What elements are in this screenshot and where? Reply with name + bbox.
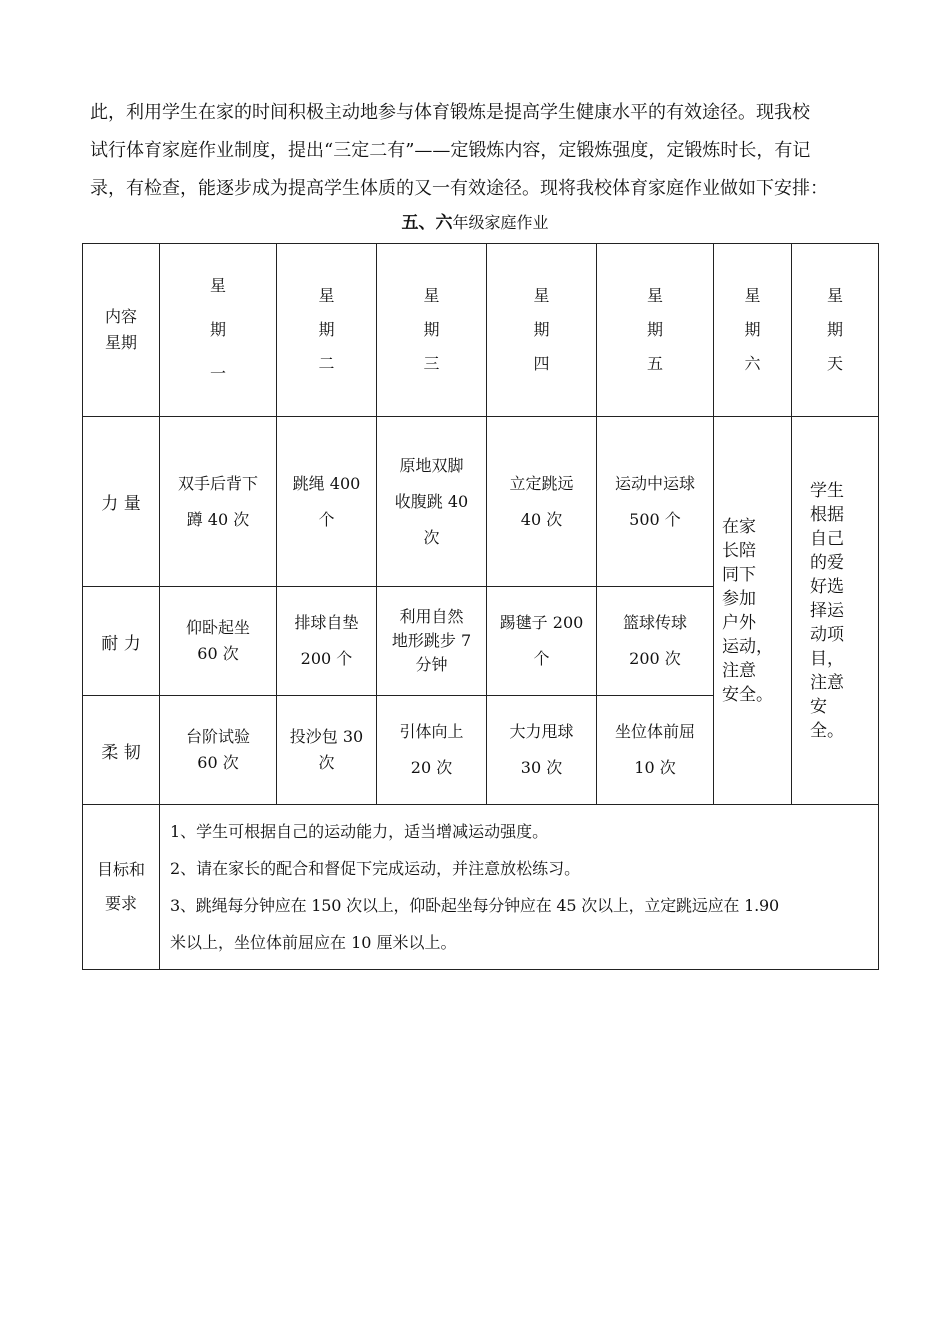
cell-line: 个 — [533, 649, 550, 668]
day-header-wed — [377, 244, 487, 417]
day-char: 期 — [533, 320, 550, 339]
day-char: 期 — [423, 320, 440, 339]
exercise-cell — [487, 417, 597, 587]
day-char: 期 — [744, 320, 761, 339]
cell-line: 200 次 — [629, 649, 681, 668]
day-char: 期 — [826, 320, 843, 339]
label-line: 目标和 — [96, 860, 145, 879]
cell-line: 注意 — [722, 660, 756, 681]
exercise-cell — [487, 696, 597, 805]
cell-line: 原地双脚 — [399, 455, 464, 475]
cell-line: 60 次 — [197, 753, 239, 772]
day-header-mon — [160, 244, 277, 417]
cell-line: 注意 — [810, 672, 844, 693]
cell-line: 10 次 — [634, 758, 676, 777]
requirement-item: 米以上，坐位体前屈应在 10 厘米以上。 — [170, 933, 457, 952]
requirements-row — [83, 805, 879, 970]
day-header-sun — [792, 244, 879, 417]
cell-line: 学生 — [810, 480, 844, 501]
title-rest: 年级家庭作业 — [452, 213, 549, 232]
cell-line: 参加 — [722, 588, 756, 609]
homework-table — [82, 243, 879, 970]
label-line: 要求 — [104, 894, 137, 913]
day-char: 五 — [646, 354, 663, 373]
cell-line: 目， — [810, 648, 844, 669]
cell-line: 次 — [423, 527, 440, 547]
cell-line: 动项 — [810, 624, 844, 645]
exercise-cell — [377, 417, 487, 587]
cell-line: 自己 — [810, 528, 844, 549]
cell-line: 个 — [318, 509, 335, 529]
day-header-thu — [487, 244, 597, 417]
strength-row — [83, 417, 879, 587]
intro-paragraph — [90, 94, 870, 208]
exercise-cell — [277, 696, 377, 805]
day-header-tue — [277, 244, 377, 417]
day-char: 星 — [744, 286, 761, 305]
day-char: 期 — [209, 320, 226, 339]
cell-line: 分钟 — [415, 655, 448, 674]
cell-line: 在家 — [722, 516, 756, 537]
day-char: 期 — [318, 320, 335, 339]
cell-line: 好选 — [810, 576, 844, 597]
day-header-sat — [714, 244, 792, 417]
cell-line: 双手后背下 — [177, 473, 258, 493]
day-char: 星 — [533, 286, 550, 305]
day-char: 二 — [318, 354, 335, 373]
cell-line: 蹲 40 次 — [186, 509, 250, 529]
cell-line: 户外 — [722, 612, 756, 633]
exercise-cell — [160, 417, 277, 587]
exercise-cell — [377, 587, 487, 696]
cell-line: 根据 — [810, 504, 844, 525]
cell-line: 60 次 — [197, 644, 239, 663]
cell-line: 安全。 — [810, 696, 844, 741]
corner-label: 内容 — [104, 307, 137, 326]
cell-line: 收腹跳 40 — [394, 491, 469, 511]
day-char: 星 — [318, 286, 335, 305]
exercise-cell — [487, 587, 597, 696]
corner-cell — [83, 244, 160, 417]
exercise-cell — [597, 587, 714, 696]
cell-line: 利用自然 — [399, 607, 464, 626]
cell-line: 篮球传球 — [622, 613, 687, 632]
cell-line: 坐位体前屈 — [614, 722, 695, 741]
day-char: 星 — [423, 286, 440, 305]
requirement-item: 1、学生可根据自己的运动能力，适当增减运动强度。 — [170, 822, 549, 841]
corner-label: 星期 — [104, 333, 137, 352]
day-char: 星 — [209, 276, 226, 295]
row-label-endurance: 耐 力 — [83, 587, 160, 696]
requirement-item: 2、请在家长的配合和督促下完成运动，并注意放松练习。 — [170, 859, 581, 878]
cell-line: 排球自垫 — [294, 613, 359, 632]
saturday-cell — [714, 417, 792, 805]
cell-line: 仰卧起坐 — [185, 618, 250, 637]
row-label-flexibility: 柔 韧 — [83, 696, 160, 805]
requirements-text — [160, 805, 879, 970]
exercise-cell — [277, 587, 377, 696]
cell-line: 200 个 — [300, 649, 353, 668]
cell-line: 跳绳 400 — [292, 473, 361, 493]
cell-line: 同下 — [722, 564, 756, 585]
day-char: 一 — [209, 364, 226, 383]
day-char: 三 — [423, 354, 440, 373]
paragraph-line: 此，利用学生在家的时间积极主动地参与体育锻炼是提高学生健康水平的有效途径。现我校 — [90, 102, 810, 123]
exercise-cell — [597, 696, 714, 805]
exercise-cell — [377, 696, 487, 805]
cell-line: 引体向上 — [399, 722, 464, 741]
day-char: 星 — [826, 286, 843, 305]
cell-line: 运动中运球 — [614, 473, 695, 493]
cell-line: 台阶试验 — [185, 727, 250, 746]
cell-line: 的爱 — [810, 552, 844, 573]
cell-line: 运动， — [722, 636, 773, 657]
cell-line: 地形跳步 7 — [391, 631, 472, 650]
exercise-cell — [160, 587, 277, 696]
requirement-item: 3、跳绳每分钟应在 150 次以上，仰卧起坐每分钟应在 45 次以上，立定跳远应在 1.90 — [170, 896, 779, 915]
cell-line: 30 次 — [520, 758, 563, 777]
exercise-cell — [277, 417, 377, 587]
paragraph-line: 试行体育家庭作业制度，提出“三定二有”——定锻炼内容，定锻炼强度，定锻炼时长，有记 — [90, 140, 811, 161]
cell-line: 立定跳远 — [509, 473, 574, 493]
requirements-label — [83, 805, 160, 970]
day-char: 四 — [533, 354, 550, 373]
exercise-cell — [160, 696, 277, 805]
cell-line: 踢毽子 200 — [499, 613, 584, 632]
sunday-cell — [792, 417, 879, 805]
cell-line: 次 — [318, 753, 335, 772]
day-char: 天 — [826, 354, 843, 373]
paragraph-line: 录，有检查，能逐步成为提高学生体质的又一有效途径。现将我校体育家庭作业做如下安排： — [90, 178, 828, 199]
title-grade: 五、六 — [401, 213, 453, 233]
cell-line: 投沙包 30 — [289, 727, 364, 746]
exercise-cell — [597, 417, 714, 587]
cell-line: 大力甩球 — [509, 722, 574, 741]
day-char: 六 — [744, 354, 761, 373]
header-row — [83, 244, 879, 417]
day-char: 期 — [646, 320, 663, 339]
day-header-fri — [597, 244, 714, 417]
cell-line: 安全。 — [722, 684, 773, 705]
cell-line: 40 次 — [520, 509, 563, 529]
cell-line: 20 次 — [410, 758, 453, 777]
cell-line: 长陪 — [722, 540, 756, 561]
table-title — [0, 212, 950, 234]
row-label-strength: 力 量 — [83, 417, 160, 587]
day-char: 星 — [646, 286, 663, 305]
cell-line: 500 个 — [629, 509, 681, 529]
cell-line: 择运 — [810, 600, 844, 621]
